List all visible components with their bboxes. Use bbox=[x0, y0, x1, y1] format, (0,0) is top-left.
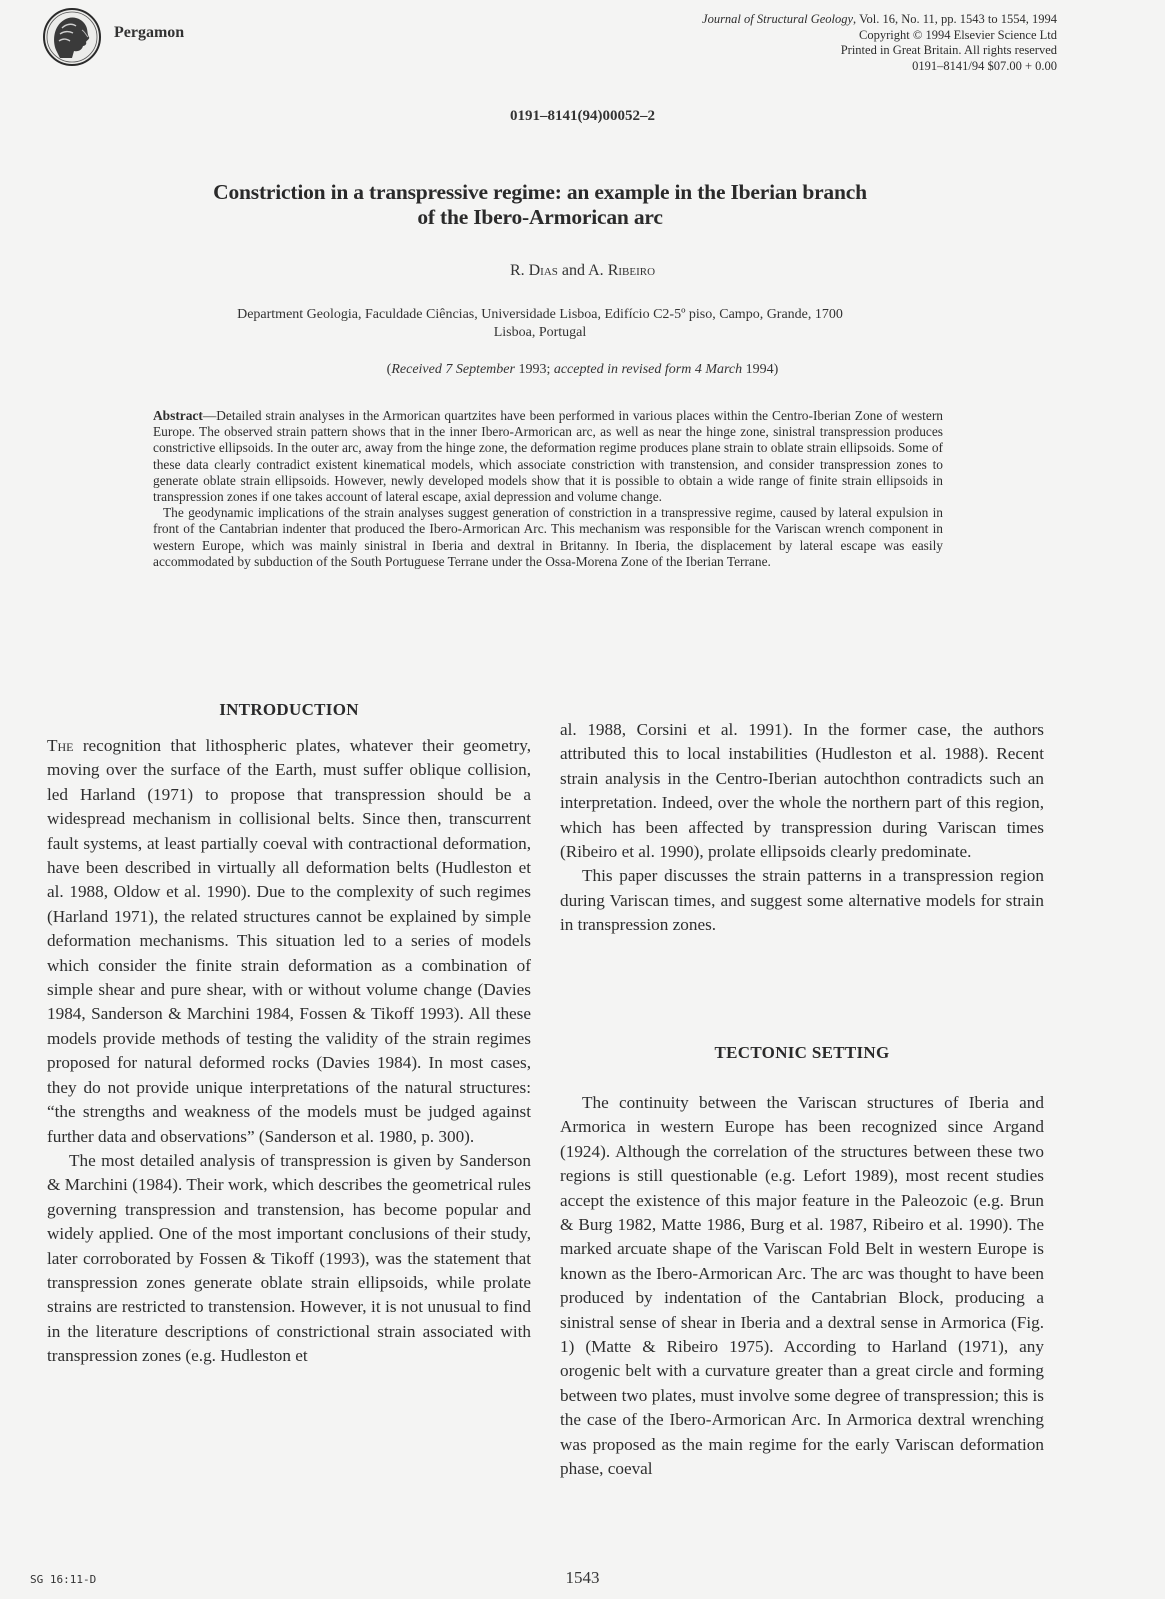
intro-text-1: recognition that lithospheric plates, whatever their geometry, moving over the surface of the Earth, must suffer oblique collision, led Harland (1971) to propose that transpression should be a widespread mechanism in collisional belts. Since then, transcurrent fault systems, at least partially coeval with contractional deformation, have been described in virtually all deformation belts (Hudleston et al. 1988, Oldow et al. 1990). Due to the complexity of such regimes (Harland 1971), the related structures cannot be explained by simple deformation mechanisms. This situation led to a series of models which consider the finite strain deformation as a combination of simple shear and pure shear, with or without volume change (Davies 1984, Sanderson & Marchini 1984, Fossen & Tikoff 1993). All these models provide methods of testing the validity of the strain regimes proposed for natural deformed rocks (Davies 1984). In most cases, they do not provide unique interpretations of the natural structures: “the strengths and weakness of the models must be judged against further data and observations” (Sanderson et al. 1980, p. 300). bbox=[47, 736, 531, 1146]
pergamon-coin-head-icon bbox=[42, 6, 102, 68]
right-column-top bbox=[560, 718, 1044, 938]
author-list bbox=[0, 262, 1165, 280]
journal-citation-block bbox=[702, 12, 1057, 74]
abstract-paragraph-1 bbox=[153, 408, 943, 505]
intro-smallcaps-lead: The bbox=[47, 736, 74, 755]
affiliation bbox=[140, 306, 940, 342]
accepted-year: 1994) bbox=[742, 362, 779, 377]
journal-name: Journal of Structural Geology bbox=[702, 12, 854, 26]
affiliation-line-2: Lisboa, Portugal bbox=[493, 325, 587, 340]
issn-price: 0191–8141/94 $07.00 + 0.00 bbox=[912, 58, 1057, 73]
pergamon-logo bbox=[42, 6, 102, 68]
intro-paragraph-1 bbox=[47, 734, 531, 1149]
author-conjunction: and bbox=[557, 262, 589, 279]
article-identifier: 0191–8141(94)00052–2 bbox=[510, 108, 655, 124]
article-title bbox=[140, 180, 940, 230]
author-2-initial: A. bbox=[588, 262, 608, 279]
title-line-1: Constriction in a transpressive regime: an example in the Iberian branch bbox=[213, 180, 867, 204]
abstract-label: Abstract bbox=[153, 408, 203, 423]
received-label: Received 7 September bbox=[391, 362, 515, 377]
journal-details: , Vol. 16, No. 11, pp. 1543 to 1554, 1994 bbox=[853, 12, 1057, 26]
publisher-name: Pergamon bbox=[114, 24, 185, 41]
abstract-text-1: —Detailed strain analyses in the Armorican quartzites have been performed in various places within the Centro-Iberian Zone of western Europe. The observed strain pattern shows that in the inner Ibero-Armorican arc, as well as near the hinge zone, sinistral transpression produces constrictive ellipsoids. In the outer arc, away from the hinge zone, the deformation regime produces plane strain to oblate strain ellipsoids. Some of these data clearly contradict existent kinematical models, which associate constriction with transtension, and consider transpression zones to generate oblate strain ellipsoids. However, newly developed models show that it is possible to obtain a wide range of finite strain ellipsoids in transpression zones if one takes account of lateral escape, axial depression and volume change. bbox=[153, 408, 943, 505]
journal-citation bbox=[702, 12, 1057, 28]
section-heading-introduction: INTRODUCTION bbox=[219, 700, 359, 719]
page-number: 1543 bbox=[565, 1568, 600, 1587]
author-1-surname: Dias bbox=[528, 262, 558, 279]
intro-paragraph-2: The most detailed analysis of transpression is given by Sanderson & Marchini (1984). Their work, which describes the geometrical rules governing transpression and transtension, has become popular and widely applied. One of the most important conclusions of their study, later corroborated by Fossen & Tikoff (1993), was the statement that transpression zones generate oblate strain ellipsoids, while prolate strains are restricted to transtension. However, it is not unusual to find in the literature descriptions of constrictional strain associated with transpression zones (e.g. Hudleston et bbox=[47, 1150, 531, 1366]
tectonic-paragraph-1: The continuity between the Variscan structures of Iberia and Armorica in western Europe has been recognized since Argand (1924). Although the correlation of the structures between these two regions is still questionable (e.g. Lefort 1989), most recent studies accept the existence of this major feature in the Paleozoic (e.g. Brun & Burg 1982, Matte 1986, Burg et al. 1987, Ribeiro et al. 1990). The marked arcuate shape of the Variscan Fold Belt in western Europe is known as the Ibero-Armorican Arc. The arc was thought to have been produced by indentation of the Cantabrian Block, producing a sinistral sense of shear in Iberia and a dextral sense in Armorica (Fig. 1) (Matte & Ribeiro 1975). According to Harland (1971), any orogenic belt with a curvature greater than a great circle and forming between two plates, must involve some degree of transpression; this is the case of the Ibero-Armorican Arc. In Armorica dextral wrenching was proposed as the main regime for the early Variscan deformation phase, coeval bbox=[560, 1093, 1044, 1479]
affiliation-line-1: Department Geologia, Faculdade Ciências, Universidade Lisboa, Edifício C2-5º piso, Campo, Grande, 1700 bbox=[237, 307, 843, 322]
copyright-line: Copyright © 1994 Elsevier Science Ltd bbox=[859, 27, 1057, 42]
author-1-initial: R. bbox=[509, 262, 529, 279]
received-dates bbox=[0, 362, 1165, 378]
intro-paragraph-2-continued: al. 1988, Corsini et al. 1991). In the former case, the authors attributed this to local instabilities (Hudleston et al. 1988). Recent strain analysis in the Centro-Iberian autochthon contradicts such an interpretation. Indeed, over the whole the northern part of this region, which has been affected by transpression during Variscan times (Ribeiro et al. 1990), prolate ellipsoids clearly predominate. bbox=[560, 720, 1044, 862]
accepted-label: accepted in revised form 4 March bbox=[553, 362, 743, 377]
right-column-bottom bbox=[560, 1091, 1044, 1482]
left-column bbox=[47, 734, 531, 1369]
section-heading-tectonic-setting: TECTONIC SETTING bbox=[714, 1043, 890, 1062]
received-year: 1993; bbox=[514, 362, 554, 377]
abstract-paragraph-2: The geodynamic implications of the strain analyses suggest generation of constriction in a transpressive regime, caused by lateral expulsion in front of the Cantabrian indenter that produced the Ibero-Armorican Arc. This mechanism was responsible for the Variscan wrench component in western Europe, which was mainly sinistral in Iberia and dextral in Britanny. In Iberia, the displacement by lateral escape was easily accommodated by subduction of the South Portuguese Terrane under the Ossa-Morena Zone of the Iberian Terrane. bbox=[153, 505, 943, 569]
intro-paragraph-3: This paper discusses the strain patterns in a transpression region during Variscan times, and suggest some alternative models for strain in transpression zones. bbox=[560, 866, 1044, 935]
footer-signature-code: SG 16:11-D bbox=[30, 1573, 97, 1586]
abstract bbox=[153, 408, 943, 570]
title-line-2: of the Ibero-Armorican arc bbox=[417, 205, 663, 229]
paren-open: ( bbox=[386, 362, 392, 377]
author-2-surname: Ribeiro bbox=[607, 262, 656, 279]
printed-line: Printed in Great Britain. All rights reserved bbox=[840, 43, 1057, 57]
